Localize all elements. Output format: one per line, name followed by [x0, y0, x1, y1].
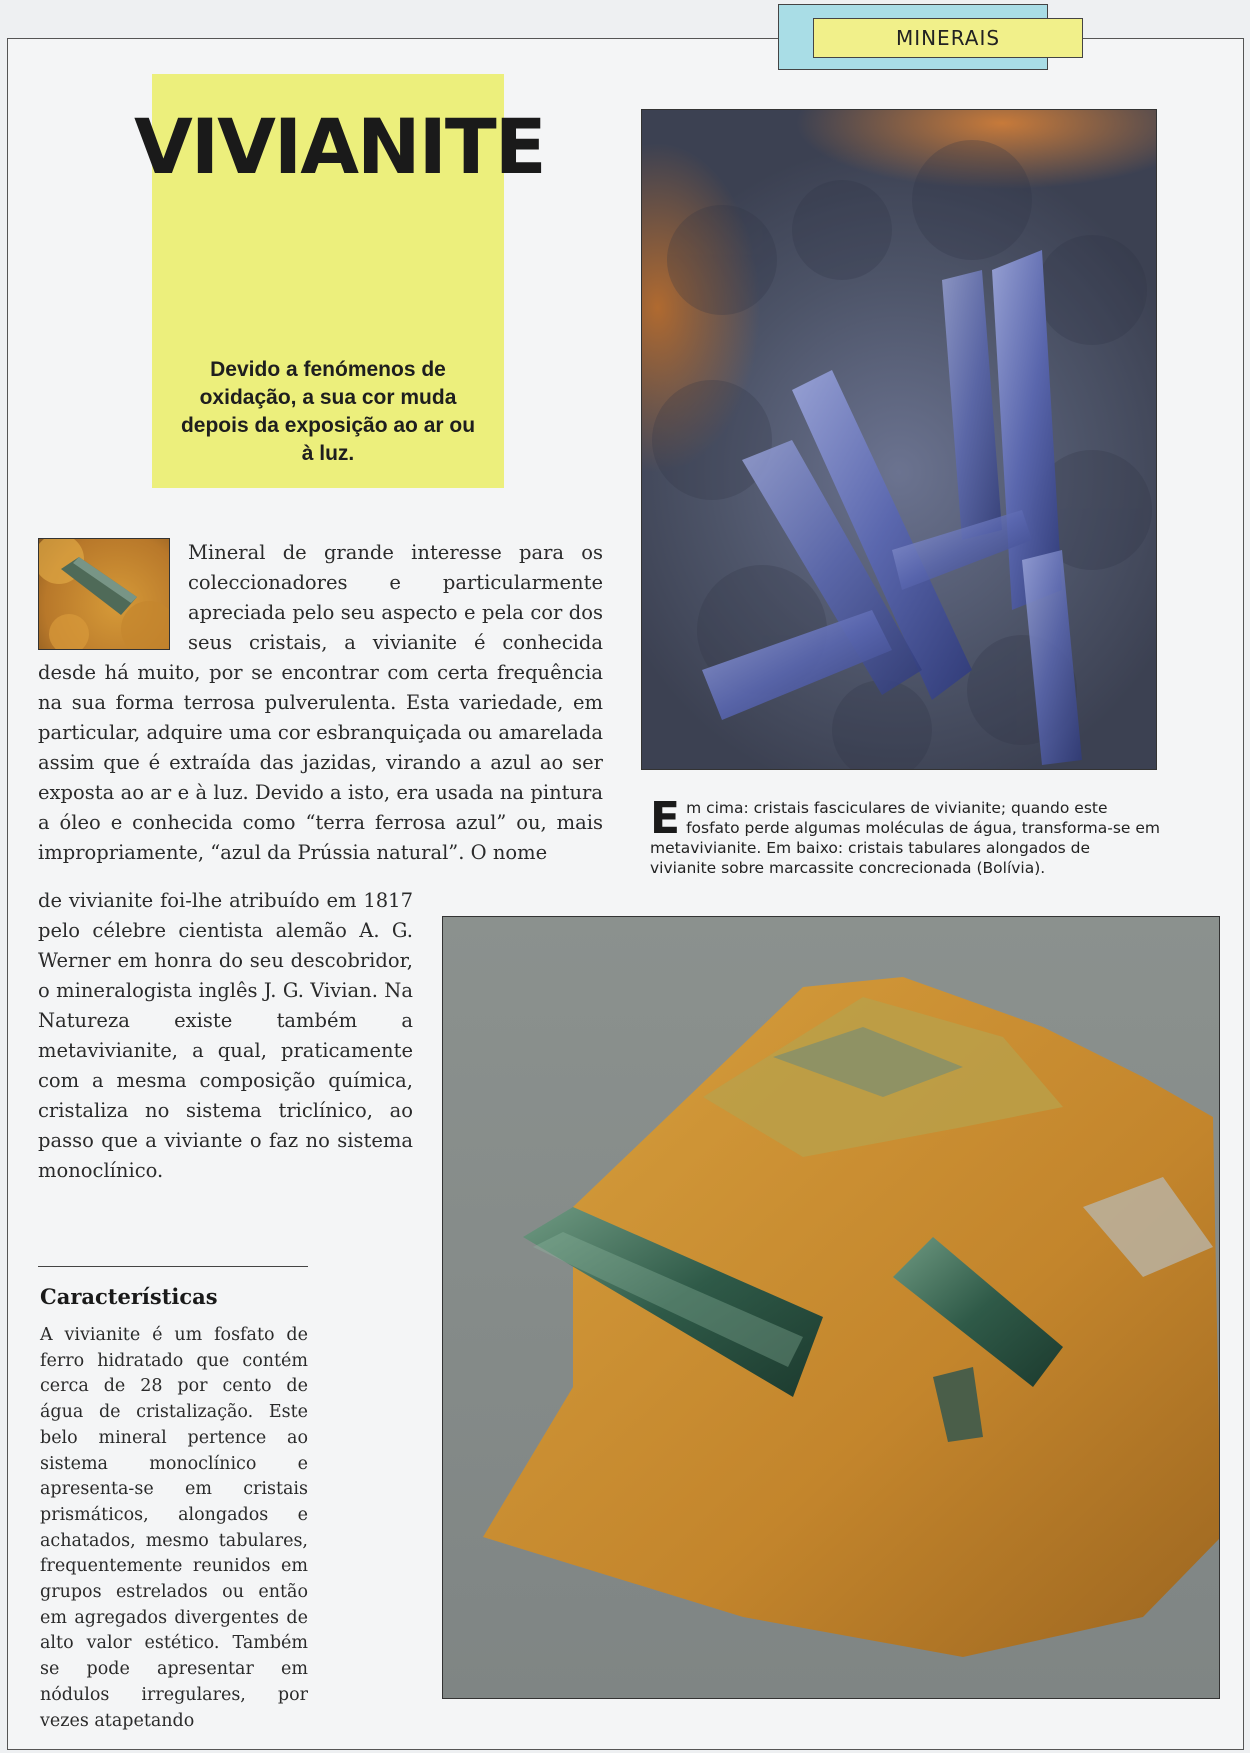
article-paragraph-1-text: Mineral de grande interesse para os coleccionadores e particularmente apreciada pelo seu aspecto e pela cor dos seus cristais, a vivianite é conhecida desde há muito, por se encontrar com certa frequência na sua forma terrosa pulverulenta. Esta variedade, em particular, adquire uma cor esbranquiçada ou amarelada assim que é extraída das jazidas, virando a azul ao ser exposta ao ar e à luz. Devido a isto, era usada na pintura a óleo e conhecida como “terra ferrosa azul” ou, mais impropriamente, “azul da Prússia natural”. O nome	[38, 541, 603, 864]
crystal-illustration	[642, 110, 1157, 770]
thumbnail-spacer	[38, 538, 188, 656]
page-title: VIVIANITE	[134, 102, 545, 191]
characteristics-text: A vivianite é um fosfato de ferro hidratado que contém cerca de 28 por cento de água de cristalização. Este belo mineral pertence ao sistema monoclínico e apresenta-se em cristais prismáticos, alongados e achatados, mesmo tabulares, frequentemente reunidos em grupos estrelados ou então em agregados divergentes de alto valor estético. Também se pode apresentar em nódulos irregulares, por vezes atapetando	[40, 1325, 308, 1731]
section-tab: MINERAIS	[813, 18, 1083, 58]
caption-text: m cima: cristais fasciculares de vivianite; quando este fosfato perde algumas moléculas de água, transforma-se em metavivianite. Em baixo: cristais tabulares alongados de vivianite sobre marcassite concrecionada (Bolívia).	[650, 799, 1161, 877]
matrix-illustration	[443, 917, 1220, 1699]
caption-drop-cap: E	[650, 793, 681, 844]
photo-caption	[650, 793, 1161, 878]
article-paragraph-2: de vivianite foi-lhe atribuído em 1817 pelo célebre cientista alemão A. G. Werner em honra do seu descobridor, o mineralogista inglês J. G. Vivian. Na Natureza existe também a metavivianite, a qual, praticamente com a mesma composição química, cristaliza no sistema triclínico, ao passo que a viviante o faz no sistema monoclínico.	[38, 889, 413, 1182]
article-paragraph-1	[38, 538, 603, 868]
section-divider	[38, 1266, 308, 1267]
characteristics-heading: Características	[40, 1284, 218, 1309]
subtitle: Devido a fenómenos de oxidação, a sua cor muda depois da exposição ao ar ou à luz.	[180, 358, 476, 465]
photo-vivianite-fascicular	[641, 109, 1157, 770]
photo-vivianite-tabular	[442, 916, 1220, 1699]
